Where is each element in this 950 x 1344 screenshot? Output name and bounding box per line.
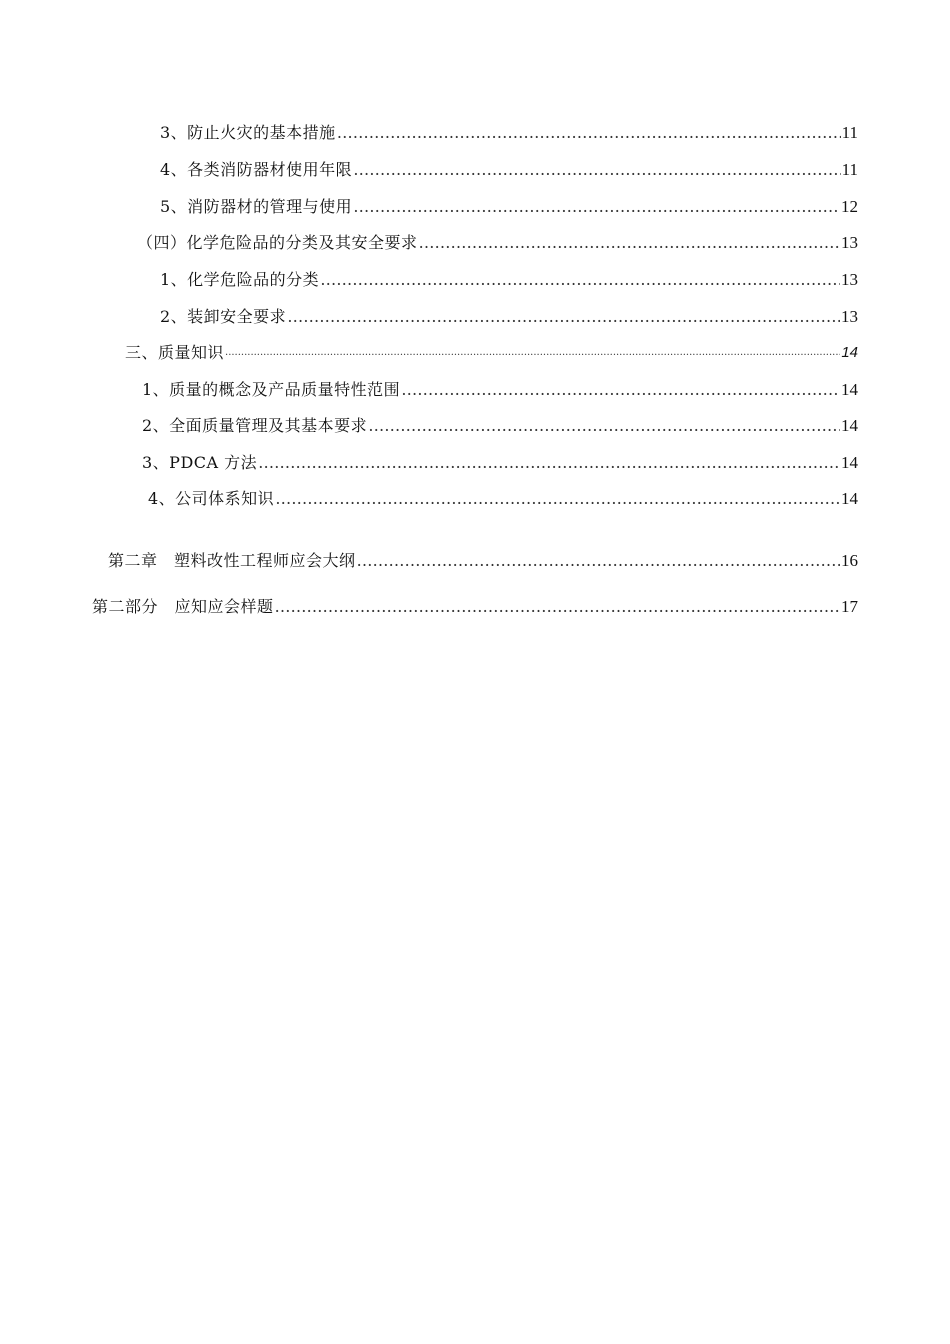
- toc-leader-dots: [225, 339, 840, 364]
- toc-leader-dots: [357, 550, 840, 572]
- toc-entry-page: 16: [841, 551, 858, 570]
- toc-entry-page: 14: [841, 489, 858, 508]
- toc-leader-dots: [275, 596, 840, 618]
- toc-entry[interactable]: [160, 192, 858, 218]
- toc-entry[interactable]: [160, 302, 858, 328]
- toc-leader-dots: [320, 269, 840, 291]
- toc-entry[interactable]: [142, 411, 858, 437]
- toc-entry-page: 14: [841, 416, 858, 435]
- toc-entry-label: 第二章 塑料改性工程师应会大纲: [108, 551, 356, 570]
- toc-entry[interactable]: [92, 592, 858, 618]
- toc-leader-dots: [419, 232, 840, 254]
- toc-entry-label: 3、PDCA 方法: [142, 453, 258, 472]
- toc-entry[interactable]: [142, 375, 858, 401]
- toc-entry-label: 3、防止火灾的基本措施: [160, 123, 336, 142]
- toc-entry-label: 2、全面质量管理及其基本要求: [142, 416, 368, 435]
- toc-entry[interactable]: [142, 448, 858, 474]
- toc-entry-page: 14: [841, 344, 858, 361]
- toc-entry-label: 4、各类消防器材使用年限: [160, 160, 353, 179]
- toc-entry-page: 14: [841, 453, 858, 472]
- toc-entry[interactable]: [137, 228, 858, 254]
- toc-entry-page: 11: [841, 123, 858, 142]
- toc-entry[interactable]: [160, 155, 858, 181]
- toc-entry-label: 2、装卸安全要求: [160, 307, 287, 326]
- toc-entry[interactable]: [160, 118, 858, 144]
- toc-entry-page: 14: [841, 380, 858, 399]
- toc-entry-label: 1、质量的概念及产品质量特性范围: [142, 380, 401, 399]
- toc-entry-label: 1、化学危险品的分类: [160, 270, 320, 289]
- toc-entry[interactable]: [160, 265, 858, 291]
- toc-leader-dots: [287, 306, 840, 328]
- toc-entry[interactable]: [108, 546, 858, 572]
- toc-leader-dots: [368, 415, 840, 437]
- toc-entry-label: 5、消防器材的管理与使用: [160, 197, 353, 216]
- toc-entry-page: 17: [841, 597, 858, 616]
- toc-leader-dots: [353, 196, 840, 218]
- toc-entry[interactable]: [148, 484, 858, 510]
- toc-entry-label: 4、公司体系知识: [148, 489, 275, 508]
- toc-entry-page: 12: [841, 197, 858, 216]
- toc-entry[interactable]: [125, 338, 858, 364]
- toc-entry-page: 13: [841, 233, 858, 252]
- toc-entry-page: 11: [841, 160, 858, 179]
- toc-leader-dots: [275, 488, 840, 510]
- toc-leader-dots: [401, 379, 840, 401]
- toc-entry-label: （四）化学危险品的分类及其安全要求: [137, 233, 418, 252]
- toc-entry-page: 13: [841, 270, 858, 289]
- toc-leader-dots: [337, 122, 841, 144]
- toc-leader-dots: [353, 159, 840, 181]
- toc-entry-label: 三、质量知识: [125, 343, 225, 362]
- toc-leader-dots: [258, 452, 840, 474]
- toc-entry-label: 第二部分 应知应会样题: [92, 597, 274, 616]
- toc-entry-page: 13: [841, 307, 858, 326]
